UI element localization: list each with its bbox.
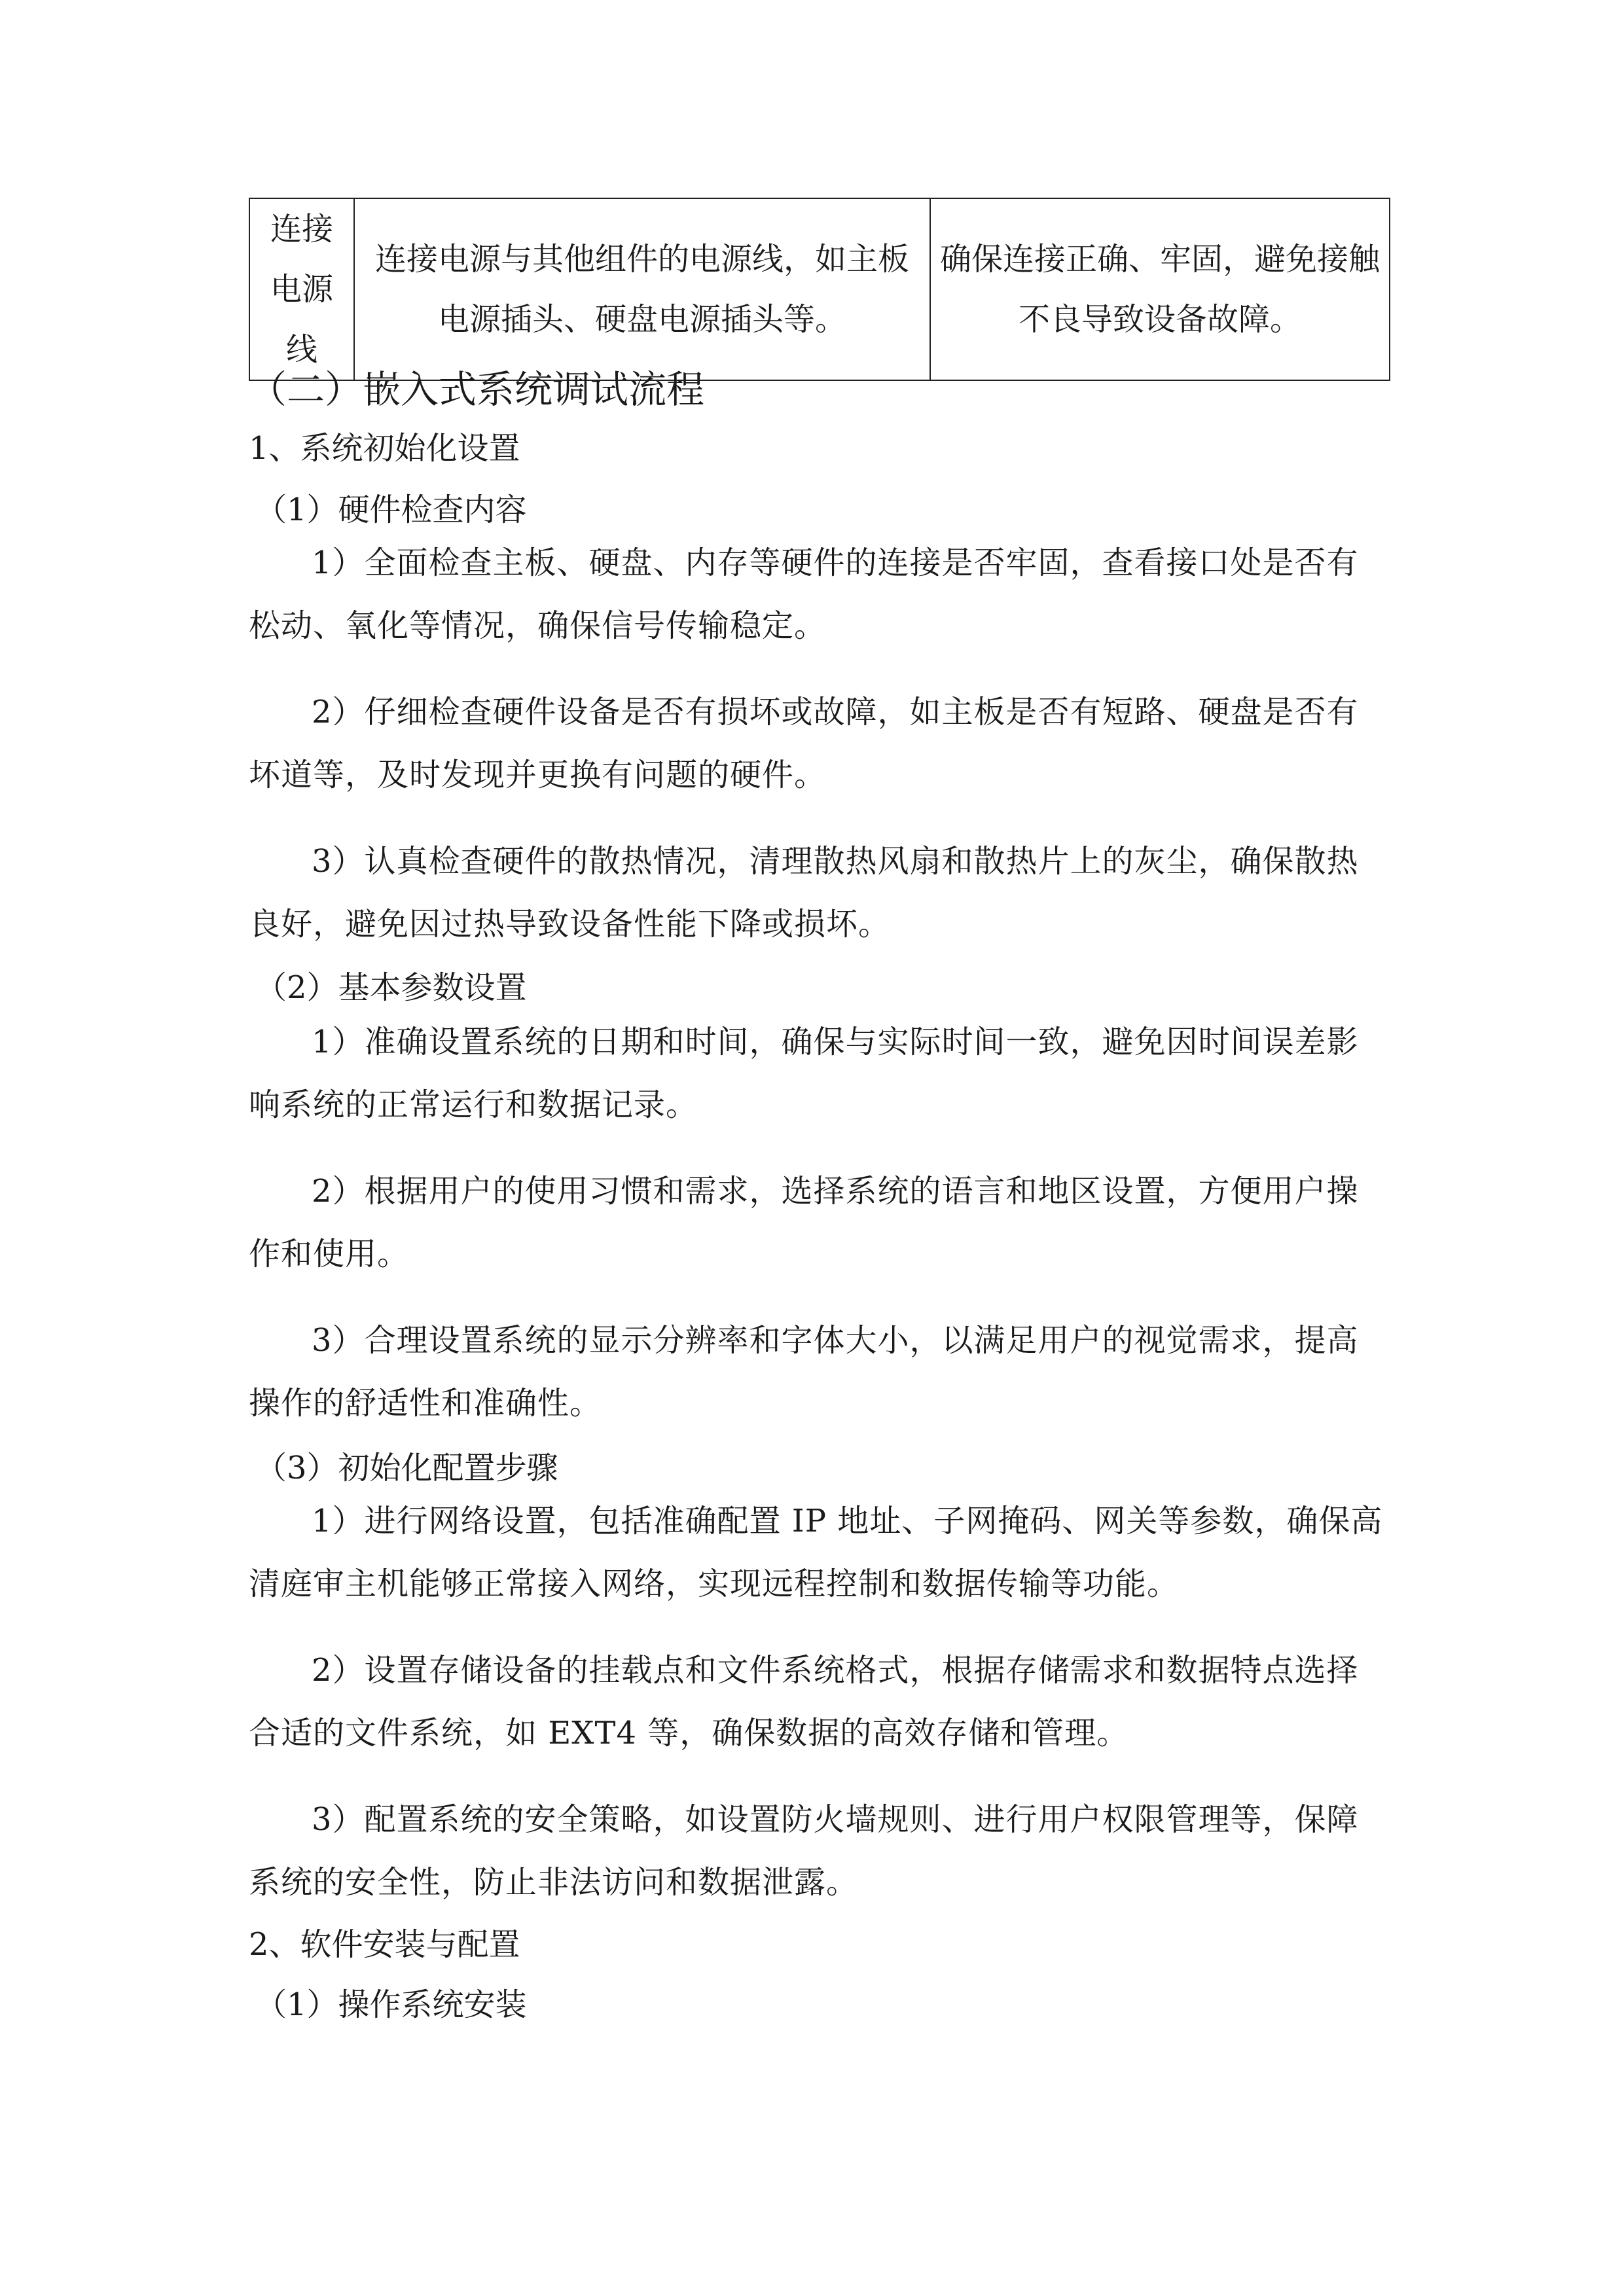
table-cell-item: 连接电源线 — [249, 198, 354, 380]
power-cable-table — [249, 198, 1390, 381]
paragraph: 1）进行网络设置，包括准确配置 IP 地址、子网掩码、网关等参数，确保高清庭审主机能够正常接入网络，实现远程控制和数据传输等功能。 — [249, 1503, 1383, 1602]
subheading-hardware-check: （1）硬件检查内容 — [255, 492, 527, 528]
paragraph: 1）准确设置系统的日期和时间，确保与实际时间一致，避免因时间误差影响系统的正常运行和数据记录。 — [249, 1024, 1359, 1123]
paragraph: 1）全面检查主板、硬盘、内存等硬件的连接是否牢固，查看接口处是否有松动、氧化等情况，确保信号传输稳定。 — [249, 545, 1359, 644]
heading-2: 2、软件安装与配置 — [249, 1926, 520, 1963]
table-cell-note: 确保连接正确、牢固，避免接触不良导致设备故障。 — [930, 198, 1390, 380]
subheading-basic-params: （2）基本参数设置 — [255, 969, 527, 1006]
paragraph: 3）合理设置系统的显示分辨率和字体大小，以满足用户的视觉需求，提高操作的舒适性和准确性。 — [249, 1322, 1359, 1422]
paragraph: 2）根据用户的使用习惯和需求，选择系统的语言和地区设置，方便用户操作和使用。 — [249, 1173, 1359, 1272]
subheading-init-steps: （3）初始化配置步骤 — [255, 1450, 558, 1486]
paragraph: 2）设置存储设备的挂载点和文件系统格式，根据存储需求和数据特点选择合适的文件系统，如 EXT4 等，确保数据的高效存储和管理。 — [249, 1652, 1359, 1751]
paragraph: 3）配置系统的安全策略，如设置防火墙规则、进行用户权限管理等，保障系统的安全性，防止非法访问和数据泄露。 — [249, 1801, 1359, 1901]
subheading-os-install: （1）操作系统安装 — [255, 1986, 527, 2023]
table-cell-description: 连接电源与其他组件的电源线，如主板电源插头、硬盘电源插头等。 — [354, 198, 930, 380]
paragraph: 3）认真检查硬件的散热情况，清理散热风扇和散热片上的灰尘，确保散热良好，避免因过热导致设备性能下降或损坏。 — [249, 843, 1359, 942]
paragraph: 2）仔细检查硬件设备是否有损坏或故障，如主板是否有短路、硬盘是否有坏道等，及时发现并更换有问题的硬件。 — [249, 694, 1359, 793]
heading-1: 1、系统初始化设置 — [249, 430, 520, 467]
section-title: （二）嵌入式系统调试流程 — [249, 367, 705, 412]
table-row — [249, 198, 1390, 380]
